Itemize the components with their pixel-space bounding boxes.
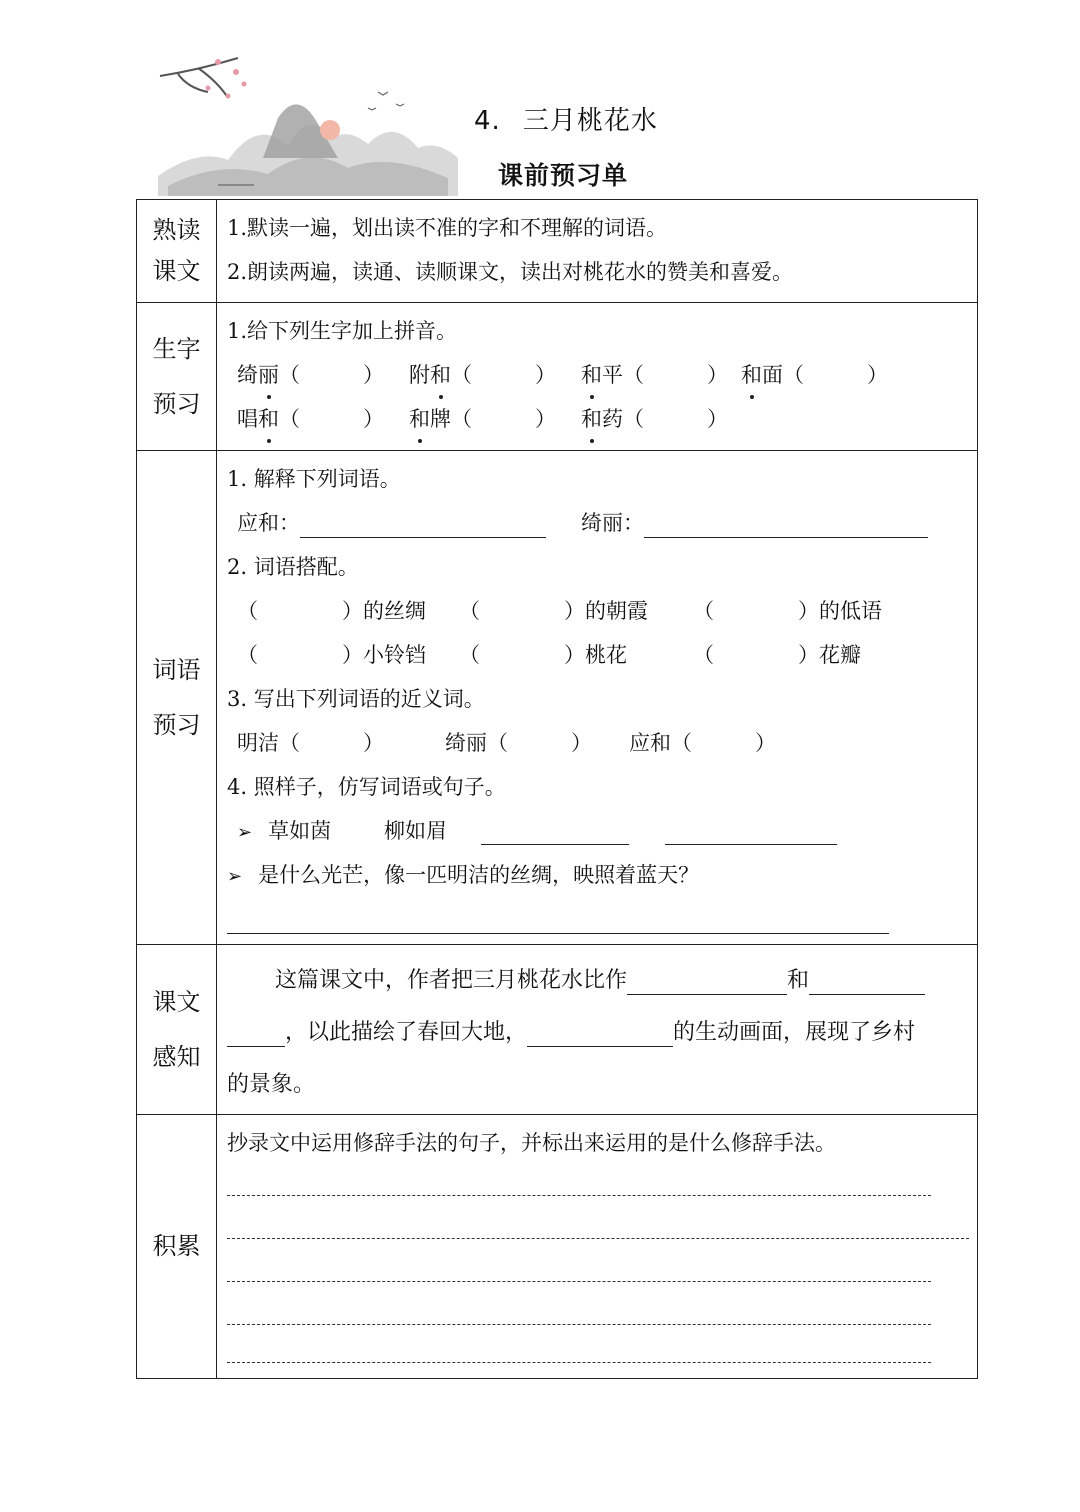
dashed-writing-line[interactable] [217, 1337, 977, 1375]
lesson-number: 4. [474, 106, 501, 136]
section-vocabulary [137, 451, 978, 945]
pinyin-item: 附和（ ） [409, 353, 556, 397]
dashed-writing-line[interactable] [217, 1165, 977, 1208]
perception-line-1: 这篇课文中，作者把三月桃花水比作 和 [227, 955, 967, 1007]
section-label-accumulate: 积累 [137, 1115, 217, 1379]
pinyin-item: 和平（ ） [581, 353, 728, 397]
pinyin-row-1 [227, 353, 967, 397]
pinyin-row-2 [227, 397, 967, 441]
reading-task-1: 1.默读一遍，划出读不准的字和不理解的词语。 [227, 216, 668, 240]
vocab-q1: 1. 解释下列词语。 [227, 467, 401, 491]
vocab-q3: 3. 写出下列词语的近义词。 [227, 687, 485, 711]
dashed-writing-line[interactable] [217, 1208, 977, 1251]
pinyin-item: 和牌（ ） [409, 397, 556, 441]
answer-blank[interactable] [300, 511, 546, 538]
imitation-answer-line [227, 897, 967, 941]
vocab-q2: 2. 词语搭配。 [227, 555, 359, 579]
arrow-bullet-icon: ➢ [227, 866, 243, 887]
answer-blank[interactable] [665, 818, 837, 845]
perception-line-3: 的景象。 [227, 1072, 316, 1097]
ink-landscape-illustration [158, 48, 458, 196]
section-label-reading: 熟读 课文 [137, 200, 217, 303]
vocab-q4: 4. 照样子，仿写词语或句子。 [227, 775, 506, 799]
answer-blank[interactable] [227, 907, 889, 934]
answer-blank[interactable] [627, 968, 787, 995]
collocation-row-2: （ ）小铃铛 （ ）桃花 （ ）花瓣 [237, 643, 861, 667]
perception-line-2: ，以此描绘了春回大地， 的生动画面，展现了乡村 [227, 1007, 967, 1059]
answer-blank[interactable] [527, 1020, 673, 1047]
section-characters [137, 303, 978, 451]
preview-worksheet-table [136, 199, 978, 1379]
lesson-title-text: 三月桃花水 [522, 106, 658, 136]
pinyin-item: 和面（ ） [741, 353, 888, 397]
section-reading [137, 200, 978, 303]
pinyin-item: 和药（ ） [581, 397, 728, 441]
answer-blank[interactable] [481, 818, 629, 845]
worksheet-subtitle: 课前预习单 [498, 161, 629, 190]
lesson-title [474, 100, 658, 137]
section-label-perception: 课文 感知 [137, 945, 217, 1115]
dashed-writing-line[interactable] [217, 1294, 977, 1337]
pinyin-item: 唱和（ ） [237, 397, 384, 441]
section-label-characters: 生字 预习 [137, 303, 217, 451]
pinyin-item: 绮丽（ ） [237, 353, 384, 397]
section-perception [137, 945, 978, 1115]
imitation-words-row: ➢ 草如茵 柳如眉 [227, 809, 967, 853]
characters-instruction: 1.给下列生字加上拼音。 [227, 319, 458, 343]
imitation-sentence-row: ➢ 是什么光芒，像一匹明洁的丝绸，映照着蓝天？ [227, 863, 700, 887]
dashed-writing-line[interactable] [217, 1251, 977, 1294]
accumulate-instruction: 抄录文中运用修辞手法的句子，并标出来运用的是什么修辞手法。 [227, 1131, 836, 1155]
section-accumulate [137, 1115, 978, 1379]
answer-blank[interactable] [809, 968, 925, 995]
vocab-q1-answers: 应和： 绮丽： [227, 501, 967, 545]
arrow-bullet-icon: ➢ [237, 822, 253, 843]
collocation-row-1: （ ）的丝绸 （ ）的朝霞 （ ）的低语 [237, 599, 882, 623]
answer-blank[interactable] [227, 1020, 285, 1047]
section-label-vocabulary: 词语 预习 [137, 451, 217, 945]
reading-task-2: 2.朗读两遍，读通、读顺课文，读出对桃花水的赞美和喜爱。 [227, 260, 794, 284]
answer-blank[interactable] [644, 511, 928, 538]
synonym-row: 明洁（ ） 绮丽（ ） 应和（ ） [237, 731, 776, 755]
